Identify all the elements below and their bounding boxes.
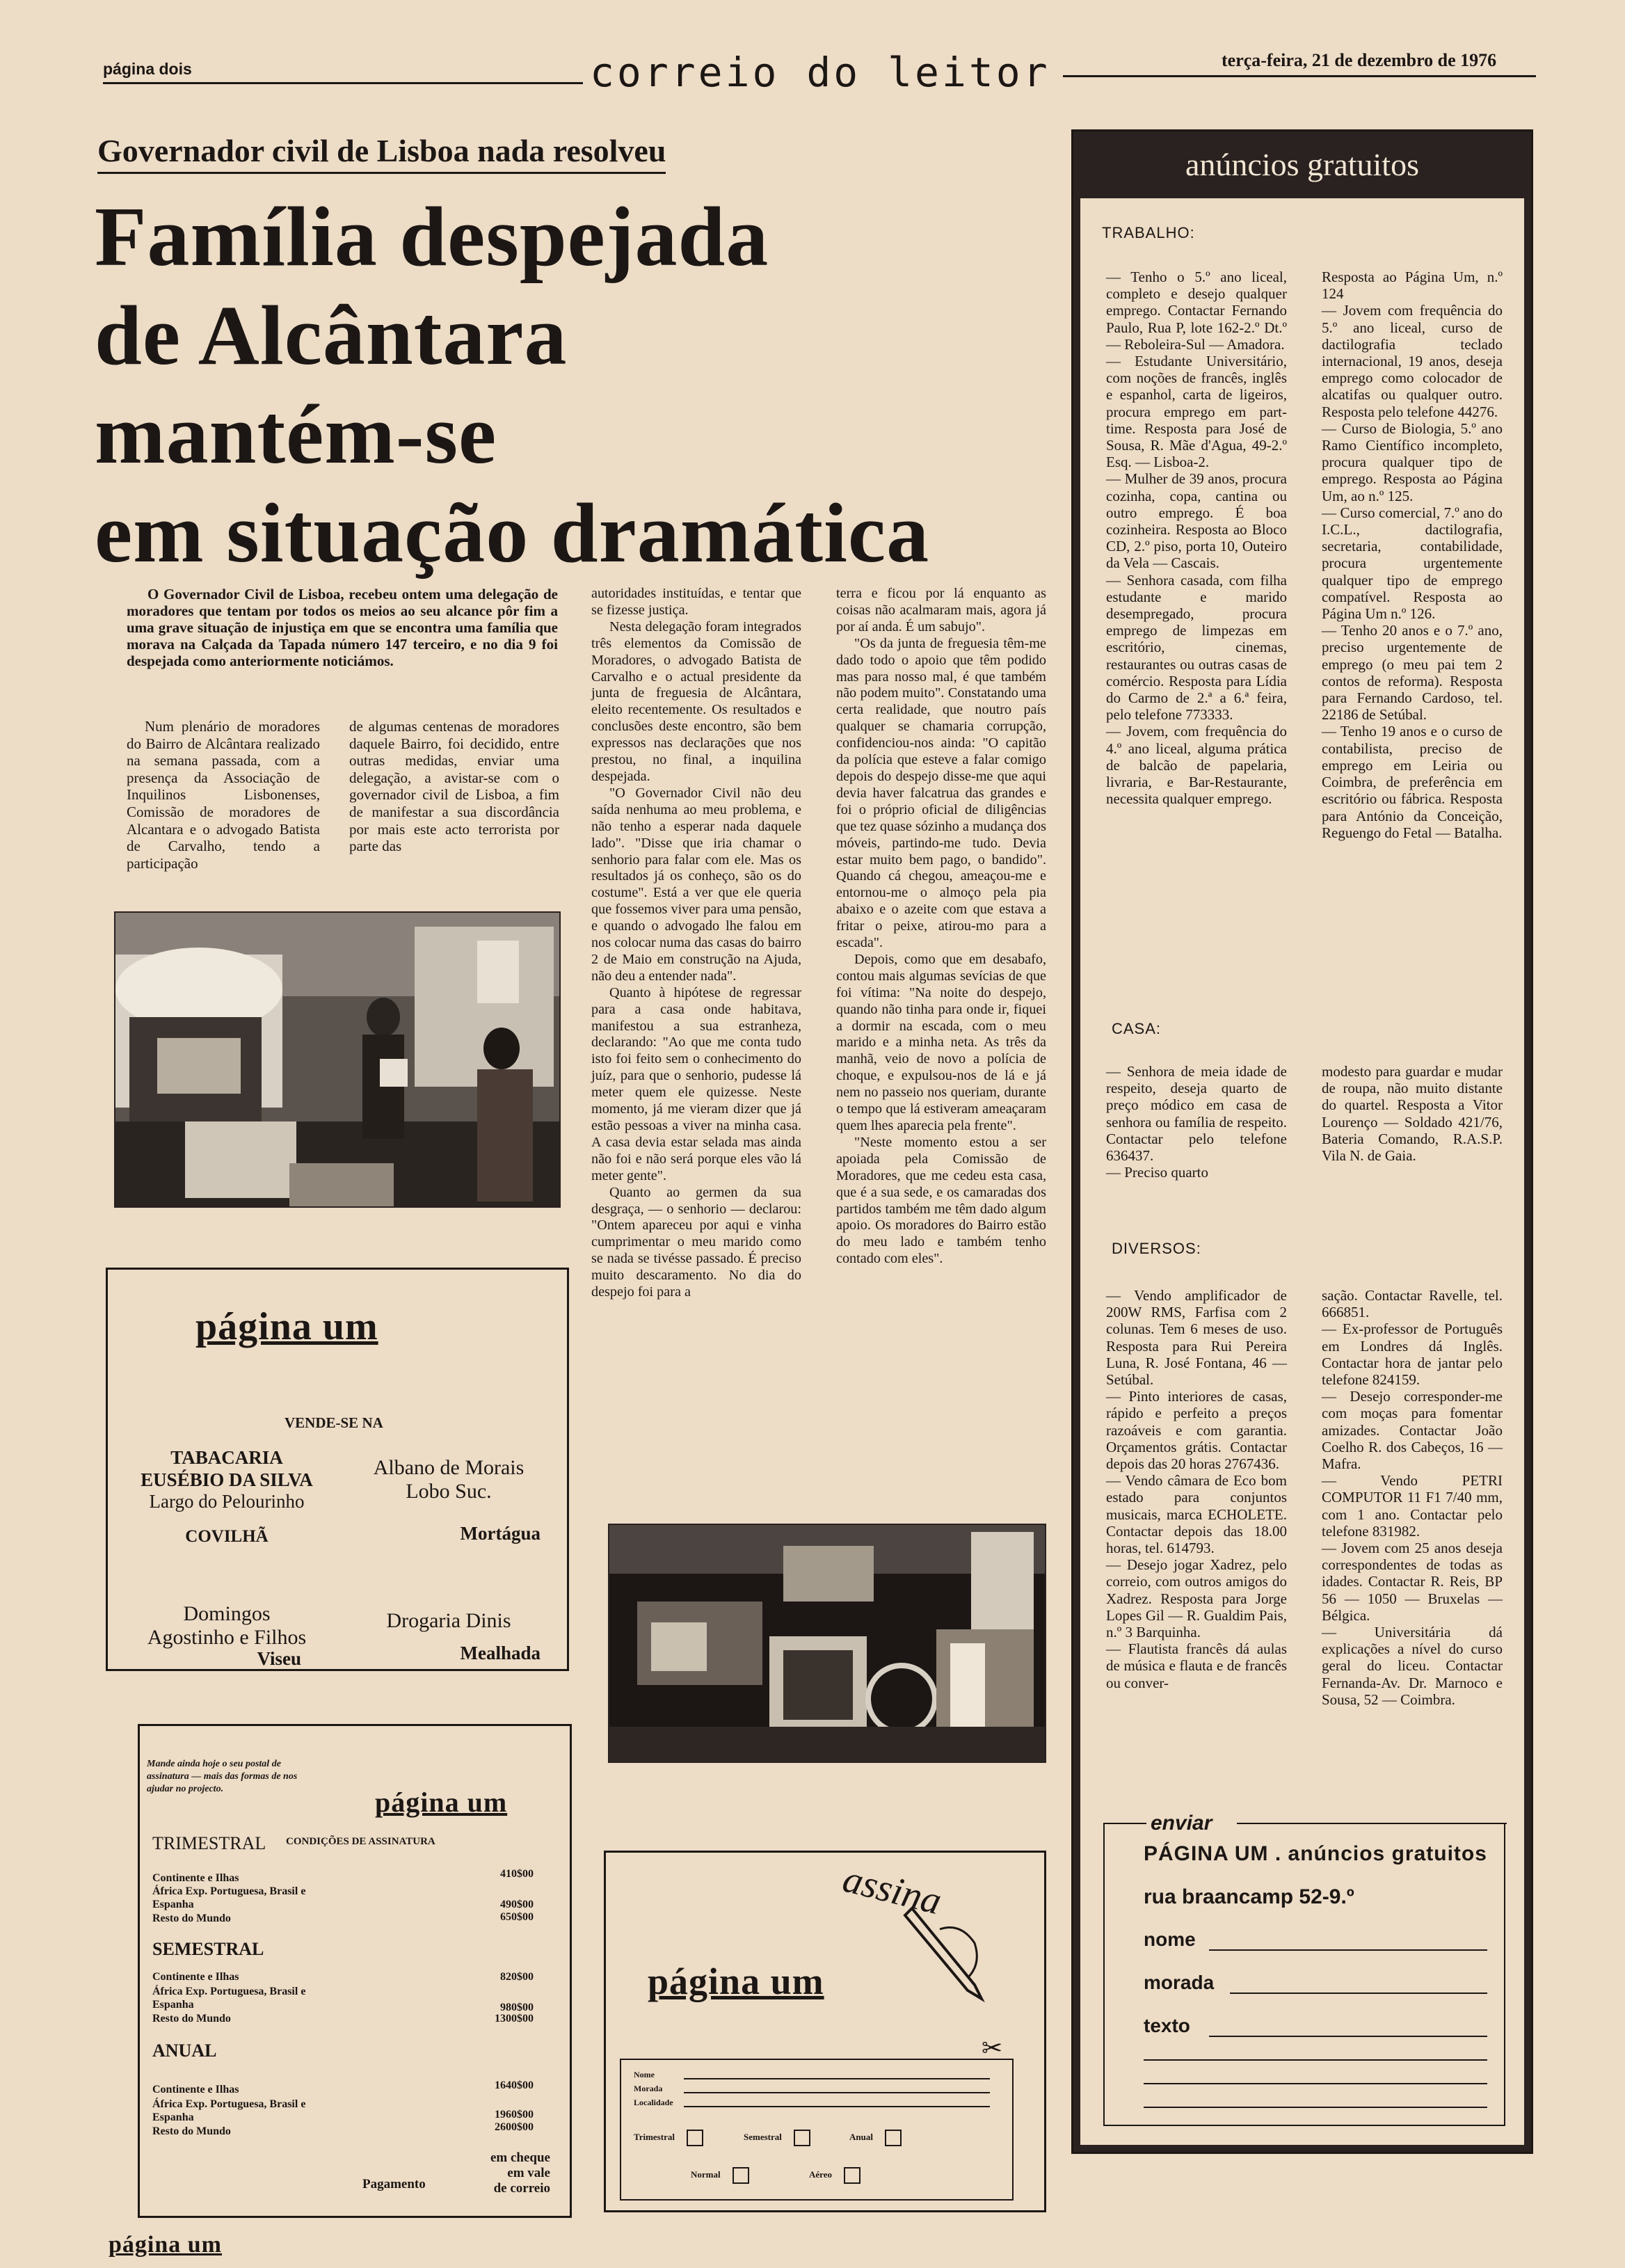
paragraph: de algumas centenas de moradores daquele Bairro, foi decidido, entre outras medidas, enviar uma delegação, a avistar-se com o governador civil de Lisboa, a fim de manifestar a sua discordância por mais este acto terrorista por parte das bbox=[349, 718, 559, 855]
classified-ad: — Jovem com frequência do 5.º ano liceal, curso de dactilografia teclado internacional, 19 anos, deseja emprego como colocador de alcatifas ou qualquer outro. Resposta pelo telefone 44276. bbox=[1322, 302, 1503, 420]
article-column-2 bbox=[349, 718, 559, 855]
conditions-label: CONDIÇÕES DE ASSINATURA bbox=[286, 1836, 435, 1847]
option-label: Anual bbox=[849, 2131, 873, 2142]
checkbox[interactable] bbox=[794, 2130, 810, 2146]
classified-ad: sação. Contactar Ravelle, tel. 666851. bbox=[1322, 1287, 1503, 1321]
article-column-3 bbox=[591, 586, 801, 1301]
morada-field[interactable] bbox=[684, 2092, 990, 2093]
form-top-rule bbox=[1237, 1823, 1507, 1824]
payment-options: em cheque em vale de correio bbox=[490, 2150, 550, 2196]
rate-region: Resto do Mundo bbox=[152, 2125, 231, 2137]
option-label: Normal bbox=[691, 2169, 721, 2180]
classified-ad: — Curso de Biologia, 5.º ano Ramo Científico incompleto, procura qualquer tipo de emprego. Resposta ao Página Um, ao n.º 125. bbox=[1322, 420, 1503, 504]
texto-field[interactable] bbox=[1144, 2059, 1487, 2061]
store-name: Domingos Agostinho e Filhos bbox=[147, 1602, 307, 1649]
texto-field[interactable] bbox=[1144, 2107, 1487, 2108]
rate-region: África Exp. Portuguesa, Brasil e Espanha bbox=[152, 1986, 306, 2011]
headline-line: de Alcântara bbox=[95, 289, 568, 383]
classifieds-header: anúncios gratuitos bbox=[1073, 131, 1531, 198]
classified-ad: — Pinto interiores de casas, rápido e perfeito a preços razoáveis e com garantia. Orçamentos grátis. Contactar depois das 20 horas 2767436. bbox=[1106, 1388, 1287, 1473]
option-label: Aéreo bbox=[809, 2169, 832, 2180]
option-trimestral[interactable] bbox=[634, 2130, 703, 2146]
photo-image bbox=[115, 913, 561, 1208]
send-ad-form bbox=[1103, 1812, 1505, 2126]
rate-price: 2600$00 bbox=[495, 2121, 534, 2133]
vende-heading: VENDE-SE NA bbox=[285, 1414, 383, 1431]
field-label: Localidade bbox=[634, 2098, 673, 2107]
category-trabalho: TRABALHO: bbox=[1102, 224, 1195, 241]
rate-price: 1300$00 bbox=[495, 2013, 534, 2025]
paragraph: Quanto à hipótese de regressar para a casa onde habitava, manifestou a sua estranheza, declarando: "Ao que me conta tudo isto foi feito sem o conhecimento do juíz, para que o senhorio, pudesse lá meter quem ele quizesse. Neste momento, já me vieram dizer que já estão pessoas a viver na minha casa. A casa devia estar selada mas ainda não foi e não será porque eles vão lá meter gente". bbox=[591, 984, 801, 1183]
classified-ad: — Senhora casada, com filha estudante e marido desempregado, procura emprego de limpezas em escritório, cinemas, restaurantes ou outras casas de comércio. Resposta para Lídia do Carmo de 2.ª a 6.ª feira, pelo telefone 773333. bbox=[1106, 571, 1287, 724]
rate-price: 980$00 bbox=[500, 2002, 534, 2013]
rate-region: África Exp. Portuguesa, Brasil e Espanha bbox=[152, 2098, 306, 2123]
form-address-line: PÁGINA UM . anúncios gratuitos bbox=[1144, 1842, 1487, 1865]
field-label: Nome bbox=[634, 2070, 655, 2079]
article-lead: O Governador Civil de Lisboa, recebeu ontem uma delegação de moradores que tentam por todos os meios ao seu alcance pôr fim a uma grave situação de injustiça em que se encontra uma família que morava na Calçada da Tapada número 147 terceiro, e no dia 9 foi despejada como anteriormente noticiámos. bbox=[127, 586, 558, 669]
option-normal[interactable] bbox=[691, 2167, 749, 2184]
classified-ad: — Flautista francês dá aulas de música e flauta e de francês ou conver- bbox=[1106, 1640, 1287, 1691]
localidade-field[interactable] bbox=[684, 2106, 990, 2107]
article-column-1 bbox=[127, 718, 320, 872]
article-headline bbox=[95, 188, 1020, 583]
article-photo-interior bbox=[114, 911, 561, 1208]
rate-price: 1640$00 bbox=[495, 2079, 534, 2091]
classified-ad: — Tenho 19 anos e o curso de contabilista, preciso de emprego em Leiria ou Coimbra, de preferência em escritório ou fábrica. Resposta para António da Conceição, Reguengo do Fetal — Batalha. bbox=[1322, 723, 1503, 841]
headline-line: mantém-se bbox=[95, 388, 497, 481]
rate-region: Continente e Ilhas bbox=[152, 1872, 239, 1884]
masthead-rule-right bbox=[1063, 75, 1536, 77]
rate-region: Continente e Ilhas bbox=[152, 1971, 239, 1983]
classified-ad: — Vendo amplificador de 200W RMS, Farfisa com 2 colunas. Tem 6 meses de uso. Resposta para Rui Pereira Luna, R. José Fontana, 46 — Setúbal. bbox=[1106, 1287, 1287, 1389]
headline-line: em situação dramática bbox=[95, 486, 930, 580]
form-address-line: rua braancamp 52-9.º bbox=[1144, 1885, 1354, 1908]
issue-date: terça-feira, 21 de dezembro de 1976 bbox=[1222, 50, 1497, 70]
vende-se-box bbox=[106, 1268, 569, 1671]
classified-ad: — Jovem com 25 anos deseja correspondentes de todas as idades. Contactar R. Reis, BP 56 — 1050 — Bruxelas — Bélgica. bbox=[1322, 1540, 1503, 1624]
nome-label: nome bbox=[1144, 1928, 1196, 1950]
classifieds-column bbox=[1106, 1063, 1287, 1181]
option-aereo[interactable] bbox=[809, 2167, 860, 2184]
classified-ad: — Mulher de 39 anos, procura cozinha, copa, cantina ou outro emprego. É boa cozinheira. Resposta ao Bloco CD, 2.º piso, porta 10, Outeiro da Vela — Cascais. bbox=[1106, 470, 1287, 572]
classified-ad: — Desejo corresponder-me com moças para fomentar amizades. Contactar João Coelho R. dos Cabeços, 16 — Mafra. bbox=[1322, 1388, 1503, 1473]
paragraph: Depois, como que em desabafo, contou mais algumas sevícias de que foi vítima: "Na noite do despejo, quando não tinha para onde ir, fiquei a dormir na escada, com o meu marido e a minha neta. As três da manhã, veio de novo a polícia de choque, e expulsou-nos de lá e já nem no passeio nos queriam, durante o tempo que lá estiveram ameaçaram quem lhes aparecia pela frente". bbox=[836, 951, 1046, 1133]
classified-ad: — Vendo câmara de Eco bom estado para conjuntos musicais, marca ECHOLETE. Contactar depois das 18.00 horas, tel. 614793. bbox=[1106, 1472, 1287, 1557]
paragraph: "Neste momento estou a ser apoiada pela Comissão de Moradores, que me cedeu esta casa, que é a sua sede, e os camaradas dos partidos também me têm dado algum apoio. Os moradores do Bairro estão do meu lado e também tenho contado com eles". bbox=[836, 1134, 1046, 1267]
footer-logo: página um bbox=[109, 2232, 222, 2258]
classifieds-column bbox=[1322, 269, 1503, 841]
store-name: Albano de Morais Lobo Suc. bbox=[373, 1456, 525, 1503]
paragraph: terra e ficou por lá enquanto as coisas não acalmaram mais, agora já por aí anda. É um sabujo". bbox=[836, 586, 1046, 634]
checkbox[interactable] bbox=[885, 2130, 902, 2146]
field-label: Morada bbox=[634, 2084, 663, 2093]
rate-region: África Exp. Portuguesa, Brasil e Espanha bbox=[152, 1885, 306, 1910]
option-label: Semestral bbox=[744, 2131, 782, 2142]
headline-line: Família despejada bbox=[95, 190, 769, 284]
rate-region: Resto do Mundo bbox=[152, 1912, 231, 1924]
section-semestral: SEMESTRAL bbox=[152, 1939, 264, 1959]
classified-ad: — Preciso quarto bbox=[1106, 1164, 1208, 1181]
rate-price: 650$00 bbox=[500, 1911, 534, 1923]
paragraph: "O Governador Civil não deu saída nenhuma ao meu problema, e não tenho a esperar nada daquele lado". "Disse que iria chamar o senhorio para falar com ele. Mas os resultados já os conheço, são os do costume". Está a ver que ele queria que fossemos viver para uma pensão, e quando o advogado lhe falou em nos colocar numa das casas do bairro 2 de Maio em construção na Ajuda, não deu a entender nada". bbox=[591, 785, 801, 984]
option-anual[interactable] bbox=[849, 2130, 902, 2146]
pen-hand-icon bbox=[898, 1901, 1002, 2006]
classified-ad: — Estudante Universitário, com noções de francês, inglês e espanhol, carta de ligeiros, procura emprego em part-time. Resposta para José de Sousa, R. Mãe d'Agua, 49-2.º Esq. — Lisboa-2. bbox=[1106, 353, 1287, 471]
nome-field[interactable] bbox=[1209, 1949, 1487, 1951]
classified-ad: — Senhora de meia idade de respeito, deseja quarto de preço módico em casa de senhora ou família de respeito. Contactar pelo telefone 636437. bbox=[1106, 1063, 1287, 1165]
form-top-rule bbox=[1105, 1823, 1146, 1824]
texto-field[interactable] bbox=[1209, 2036, 1487, 2037]
paragraph: Num plenário de moradores do Bairro de Alcântara realizado na semana passada, com a presença da Associação de Inquilinos Lisbonenses, Comissão de moradores de Alcantara e o advogado Batista de Carvalho, tendo a participação bbox=[127, 718, 320, 872]
classified-ad: — Curso comercial, 7.º ano do I.C.L., dactilografia, secretaria, contabilidade, procura urgentemente qualquer tipo de emprego compatível. Resposta ao Página Um n.º 126. bbox=[1322, 504, 1503, 623]
store-name: TABACARIA EUSÉBIO DA SILVA bbox=[141, 1447, 313, 1490]
article-column-4 bbox=[836, 586, 1046, 1268]
coupon-form bbox=[620, 2059, 1014, 2201]
subscription-conditions-box bbox=[138, 1724, 572, 2218]
rate-price: 1960$00 bbox=[495, 2109, 534, 2121]
photo-image bbox=[609, 1525, 1046, 1763]
paragraph: "Os da junta de freguesia têm-me dado todo o apoio que têm podido mas para nosso mal, é que também não podem muito". Constatando uma certa realidade, que noutro país qualquer se chamaria corrupção, confidenciou-nos ainda: "O capitão da polícia que esteve a falar comigo depois do despejo disse-me que aqui devia haver falcatrua das grandes e foi o próprio oficial de diligências que tez quase sózinho a mudança dos móveis, partindo-me tudo. Devia estar muito bem pago, o bandido". Quando cá chegou, ameaçou-me e entornou-me o almoço pela pia abaixo e o azeite com que estava a fritar o peixe, atirou-mo para a escada". bbox=[836, 635, 1046, 951]
checkbox[interactable] bbox=[844, 2167, 860, 2184]
nome-field[interactable] bbox=[684, 2078, 990, 2079]
classifieds-column bbox=[1106, 269, 1287, 808]
article-photo-furniture bbox=[608, 1524, 1046, 1763]
classified-ad: — Vendo PETRI COMPUTOR 11 F1 7/40 mm, com 1 ano. Contactar pelo telefone 831982. bbox=[1322, 1472, 1503, 1540]
store-city: Mortágua bbox=[460, 1523, 541, 1544]
category-casa: CASA: bbox=[1112, 1020, 1162, 1037]
paragraph: Nesta delegação foram integrados três elementos da Comissão de Moradores, o advogado Batista de Carvalho e o actual presidente da junta de freguesia de Alcântara, eleito recentemente. Os resultados e conclusões deste encontro, são bem expressos nas declarações que nos prestou, no final, a inquilina despejada. bbox=[591, 618, 801, 784]
classified-ad: modesto para guardar e mudar de roupa, não muito distante do quartel. Resposta a Vitor Lourenço — Soldado 421/76, Bateria Comando, R.A.S.P. Vila N. de Gaia. bbox=[1322, 1063, 1503, 1165]
classified-ad: — Desejo jogar Xadrez, pelo correio, com outros amigos do Xadrez. Resposta para Jorge Lopes Gil — R. Gualdim Pais, n.º 3 Barquinha. bbox=[1106, 1556, 1287, 1641]
store-address: Largo do Pelourinho bbox=[149, 1491, 305, 1512]
scissors-icon: ✂ bbox=[982, 2034, 1003, 2062]
section-anual: ANUAL bbox=[152, 2041, 217, 2061]
pagina-um-logo: página um bbox=[648, 1960, 824, 2002]
pagina-um-logo: página um bbox=[195, 1305, 378, 1348]
store-city: Viseu bbox=[257, 1648, 301, 1669]
rate-price: 410$00 bbox=[500, 1868, 534, 1880]
store-name: Drogaria Dinis bbox=[386, 1609, 511, 1632]
rate-price: 490$00 bbox=[500, 1899, 534, 1910]
enviar-label: enviar bbox=[1151, 1812, 1212, 1835]
store-city: COVILHÃ bbox=[185, 1527, 269, 1546]
page-label: página dois bbox=[103, 60, 192, 78]
option-semestral[interactable] bbox=[744, 2130, 810, 2146]
subscription-note: Mande ainda hoje o seu postal de assinatura — mais das formas de nos ajudar no projecto. bbox=[147, 1759, 298, 1794]
classified-ad: — Tenho 20 anos e o 7.º ano, preciso urgentemente de emprego (o meu pai tem 2 contos de reforma). Resposta para Fernando Cardoso, tel. 22186 de Setúbal. bbox=[1322, 622, 1503, 724]
masthead-rule-left bbox=[103, 82, 583, 84]
rate-price: 820$00 bbox=[500, 1971, 534, 1983]
checkbox[interactable] bbox=[733, 2167, 749, 2184]
section-title: correio do leitor bbox=[584, 49, 1056, 96]
classifieds-column bbox=[1106, 1287, 1287, 1691]
classified-ad: — Tenho o 5.º ano liceal, completo e desejo qualquer emprego. Contactar Fernando Paulo, Rua P, lote 162-2.º Dt.º — Reboleira-Sul — Amadora. bbox=[1106, 269, 1287, 353]
texto-field[interactable] bbox=[1144, 2083, 1487, 2084]
rate-region: Continente e Ilhas bbox=[152, 2084, 239, 2095]
rate-region: Resto do Mundo bbox=[152, 2013, 231, 2025]
section-trimestral: TRIMESTRAL bbox=[152, 1833, 266, 1853]
category-diversos: DIVERSOS: bbox=[1112, 1240, 1201, 1257]
assina-script: assina bbox=[838, 1857, 946, 1924]
option-label: Trimestral bbox=[634, 2131, 675, 2142]
pagina-um-logo: página um bbox=[375, 1787, 508, 1818]
assina-coupon bbox=[604, 1851, 1046, 2212]
store-city: Mealhada bbox=[460, 1643, 541, 1663]
payment-label: Pagamento bbox=[362, 2177, 426, 2191]
paragraph: Quanto ao germen da sua desgraça, — o senhorio — declarou: "Ontem apareceu por aqui e vinha cumprimentar o meu marido como se nada se tivésse passado. É preciso muito descaramento. No dia do despejo foi para a bbox=[591, 1184, 801, 1300]
classifieds-column bbox=[1322, 1287, 1503, 1708]
classified-ad: — Universitária dá explicações a nível do curso geral do liceu. Contactar Fernanda-Av. Dr. Marnoco e Sousa, 52 — Coimbra. bbox=[1322, 1624, 1503, 1708]
texto-label: texto bbox=[1144, 2015, 1190, 2036]
classifieds-column bbox=[1322, 1063, 1503, 1164]
classified-ad: — Ex-professor de Português em Londres dá Inglês. Contactar hora de jantar pelo telefone 824159. bbox=[1322, 1320, 1503, 1389]
checkbox[interactable] bbox=[687, 2130, 703, 2146]
classified-ad: — Jovem, com frequência do 4.º ano liceal, alguma prática de balcão de papelaria, livraria, e Bar-Restaurante, necessita qualquer emprego. bbox=[1106, 723, 1287, 808]
morada-field[interactable] bbox=[1230, 1993, 1487, 1994]
article-kicker: Governador civil de Lisboa nada resolveu bbox=[97, 132, 666, 174]
classified-ad: Resposta ao Página Um, n.º 124 bbox=[1322, 269, 1503, 303]
morada-label: morada bbox=[1144, 1972, 1215, 1993]
paragraph: autoridades instituídas, e tentar que se fizesse justiça. bbox=[591, 586, 801, 618]
